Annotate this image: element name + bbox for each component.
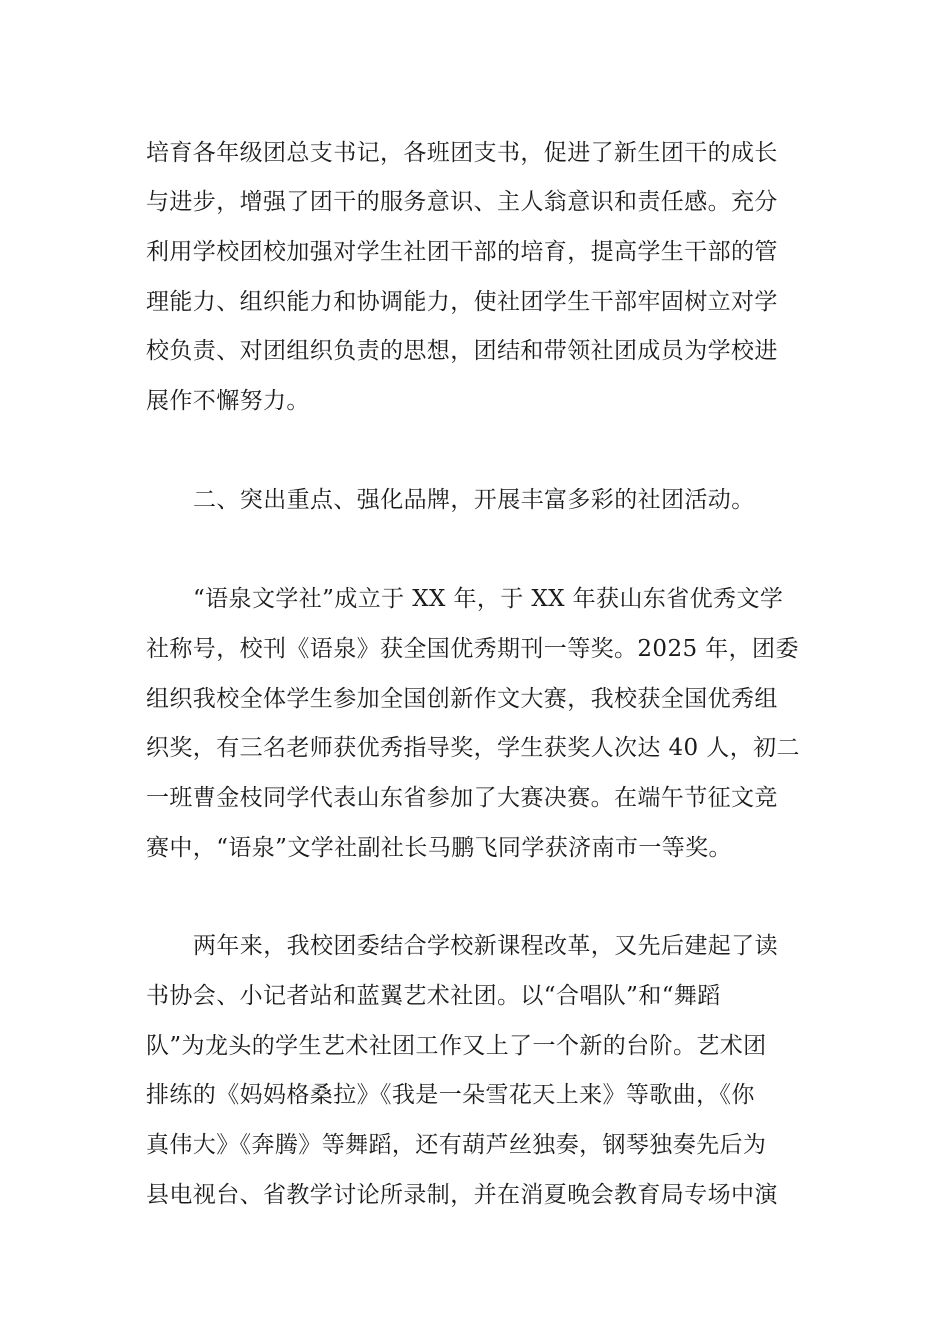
text-line: 社称号，校刊《语泉》获全国优秀期刊一等奖。2025 年，团委 <box>146 636 799 662</box>
text-line: 县电视台、省教学讨论所录制，并在消夏晚会教育局专场中演 <box>146 1182 778 1208</box>
paragraph-first-line: “语泉文学社”成立于 XX 年，于 XX 年获山东省优秀文学 <box>193 586 784 612</box>
text-line: 队”为龙头的学生艺术社团工作又上了一个新的台阶。艺术团 <box>146 1033 767 1059</box>
section-heading: 二、突出重点、强化品牌，开展丰富多彩的社团活动。 <box>193 487 755 513</box>
text-line: 理能力、组织能力和协调能力，使社团学生干部牢固树立对学 <box>146 289 778 315</box>
text-line: 培育各年级团总支书记，各班团支书，促进了新生团干的成长 <box>146 140 778 166</box>
text-line: 一班曹金枝同学代表山东省参加了大赛决赛。在端午节征文竞 <box>146 785 778 811</box>
text-line: 展作不懈努力。 <box>146 388 310 414</box>
paragraph-first-line: 两年来，我校团委结合学校新课程改革，又先后建起了读 <box>193 933 778 959</box>
text-line: 书协会、小记者站和蓝翼艺术社团。以“合唱队”和“舞蹈 <box>146 983 721 1009</box>
text-line: 校负责、对团组织负责的思想，团结和带领社团成员为学校进 <box>146 338 778 364</box>
text-line: 排练的《妈妈格桑拉》《我是一朵雪花天上来》等歌曲，《你 <box>146 1082 755 1108</box>
text-line: 赛中，“语泉”文学社副社长马鹏飞同学获济南市一等奖。 <box>146 835 732 861</box>
text-line: 与进步，增强了团干的服务意识、主人翁意识和责任感。充分 <box>146 189 778 215</box>
text-line: 真伟大》《奔腾》等舞蹈，还有葫芦丝独奏，钢琴独奏先后为 <box>146 1132 767 1158</box>
text-line: 利用学校团校加强对学生社团干部的培育，提高学生干部的管 <box>146 239 778 265</box>
text-line: 织奖，有三名老师获优秀指导奖，学生获奖人次达 40 人，初二 <box>146 735 800 761</box>
text-line: 组织我校全体学生参加全国创新作文大赛，我校获全国优秀组 <box>146 686 778 712</box>
